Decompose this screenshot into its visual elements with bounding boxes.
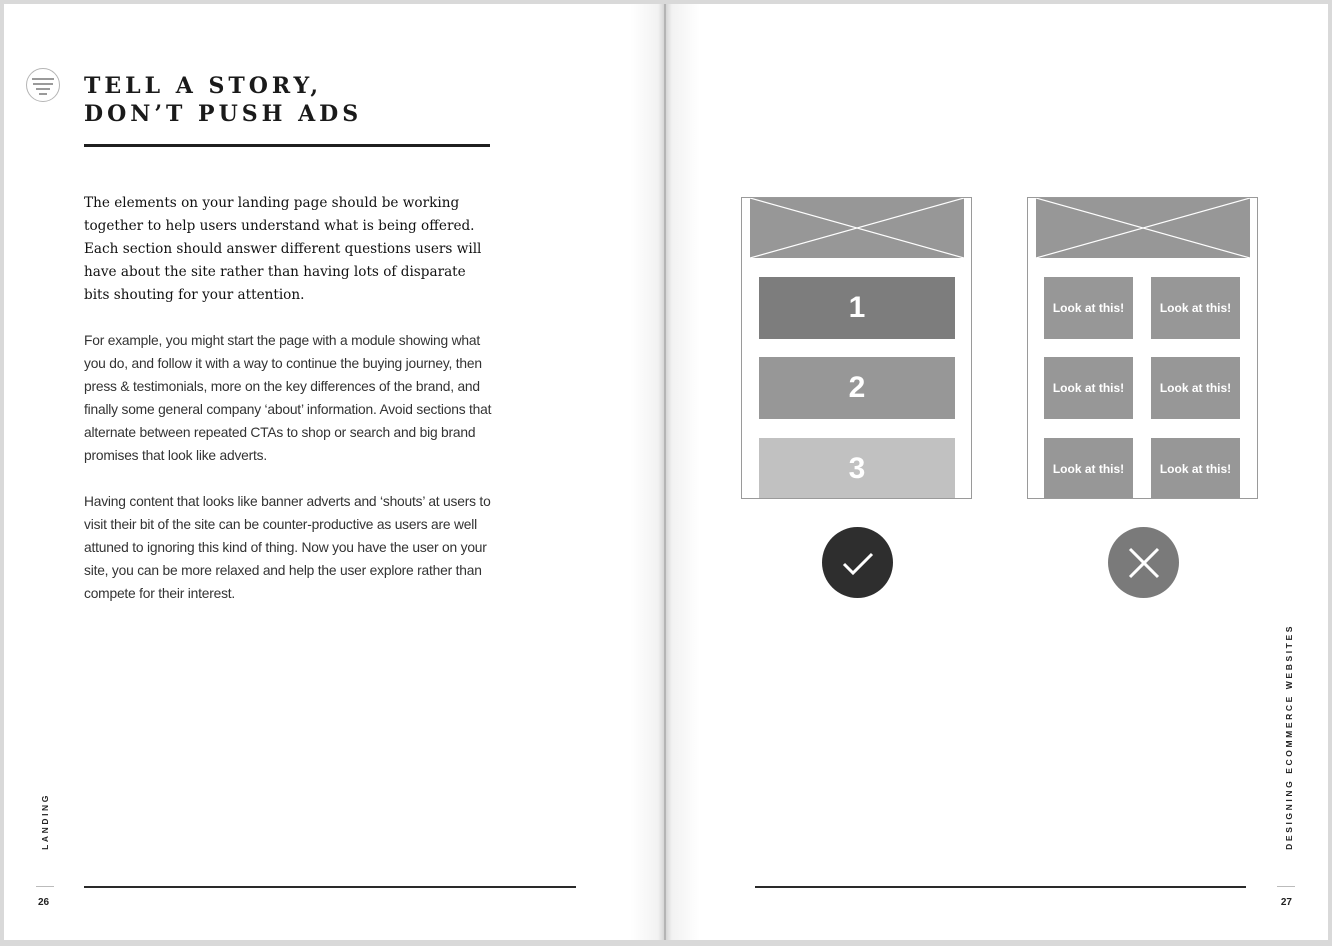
page-number-tick-right: [1277, 886, 1295, 887]
story-block-1: 1: [759, 277, 955, 339]
intro-paragraph: The elements on your landing page should be working together to help users understand what is being offered. Each section should answer different questions users will have about the site rather than having lots of disparate bits shouting for your attention.: [84, 195, 482, 303]
ad-block: Look at this!: [1151, 438, 1240, 499]
checkmark-icon: [822, 527, 893, 598]
body-paragraph-3: Having content that looks like banner adverts and ‘shouts’ at users to visit their bit of the site can be counter-productive as users are well attuned to ignoring this kind of thing. Now you have the user on your site, you can be more relaxed and help the user explore rather than compete for their interest.: [84, 494, 491, 601]
title-line-2: DON’T PUSH ADS: [84, 101, 363, 127]
footer-rule-right: [755, 886, 1246, 888]
cross-icon: [1108, 527, 1179, 598]
page-number-left: 26: [38, 897, 50, 908]
body-paragraph-2: For example, you might start the page with a module showing what you do, and follow it with a way to continue the buying journey, then press & testimonials, more on the key differences of the brand, and finally some general company ‘about’ information. Avoid sections that alternate between repeated CTAs to shop or search and big brand promises that look like adverts.: [84, 333, 492, 463]
ad-block: Look at this!: [1044, 277, 1133, 339]
page-number-tick-left: [36, 886, 54, 887]
ad-block: Look at this!: [1044, 357, 1133, 419]
section-label: LANDING: [40, 793, 50, 850]
bad-wireframe: [1027, 197, 1258, 499]
hero-image-placeholder: [750, 198, 964, 258]
story-block-2: 2: [759, 357, 955, 419]
title-line-1: TELL A STORY,: [84, 73, 323, 99]
title-divider: [84, 144, 490, 147]
ad-block: Look at this!: [1151, 277, 1240, 339]
ad-block: Look at this!: [1151, 357, 1240, 419]
ad-block: Look at this!: [1044, 438, 1133, 499]
chapter-menu-icon: [26, 68, 60, 102]
footer-rule-left: [84, 886, 576, 888]
book-title-label: DESIGNING ECOMMERCE WEBSITES: [1284, 624, 1294, 850]
page-title: [84, 72, 362, 128]
story-block-3: 3: [759, 438, 955, 499]
hero-image-placeholder: [1036, 198, 1250, 258]
good-wireframe: [741, 197, 972, 499]
page-number-right: 27: [1280, 897, 1292, 908]
